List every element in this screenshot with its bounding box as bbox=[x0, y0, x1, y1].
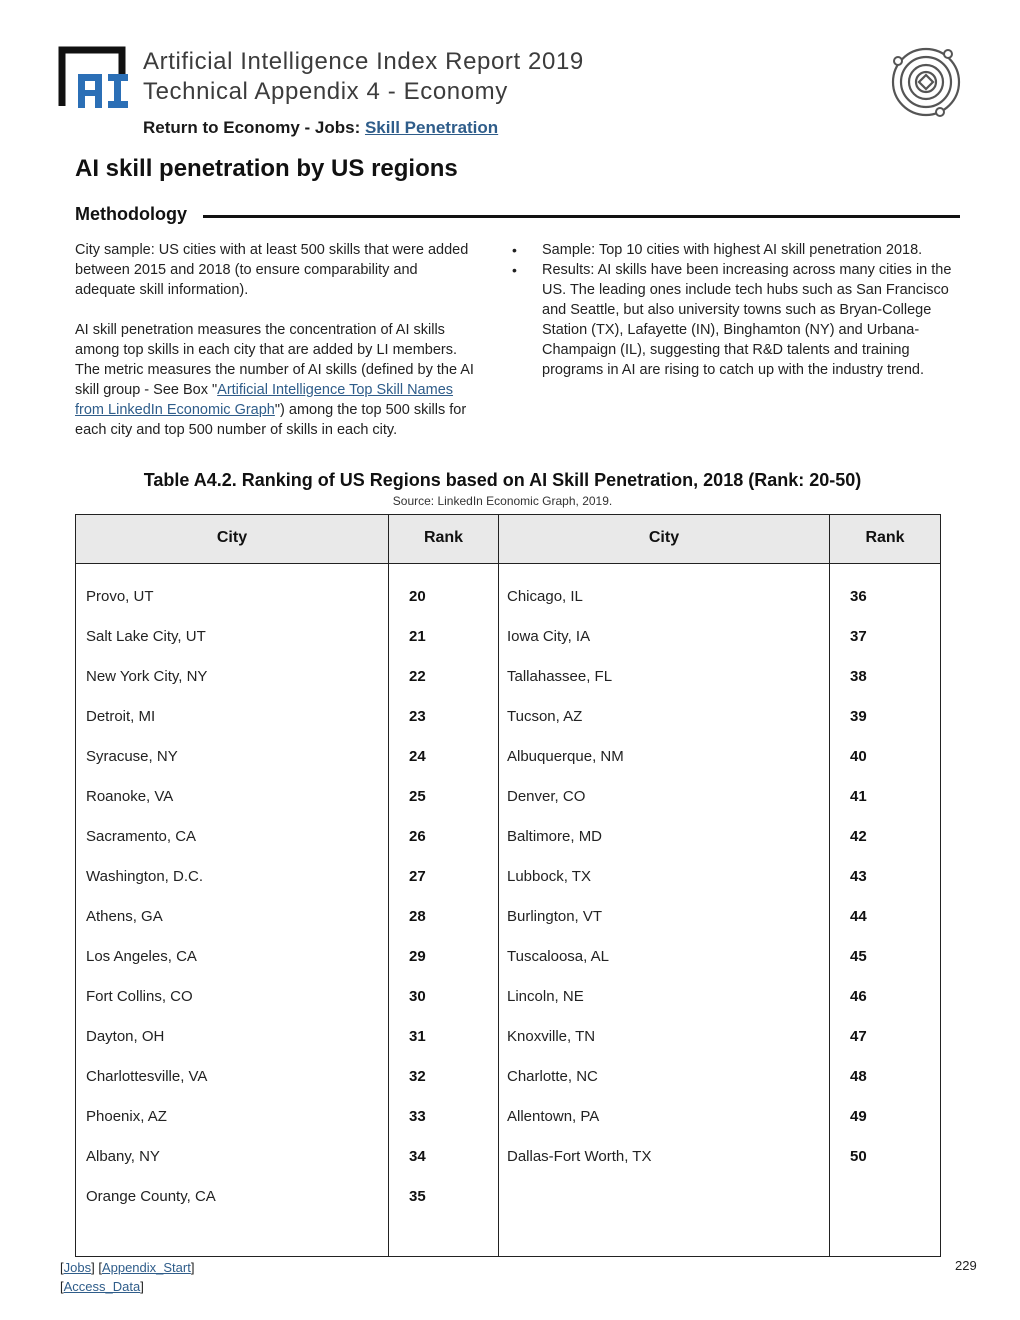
rank-cell: 25 bbox=[409, 788, 426, 805]
rank-cell: 37 bbox=[850, 628, 867, 645]
rank-cell: 36 bbox=[850, 588, 867, 605]
bullet-text: Results: AI skills have been increasing across many cities in the US. The leading ones include tech hubs such as San Francisco and Seattle, but also university towns such as Bryan-College Station (TX), Lafayette (IN), Binghamton (NY) and Urbana-Champaign (IL), suggesting that R&D talents and training programs in AI are rising to catch up with the industry trend. bbox=[542, 262, 952, 378]
definition-text: AI skill penetration measures the concentration of AI skills among top skills in each city that are added by LI members. The metric measures the number of AI skills (defined by the AI skill group - See Box " bbox=[75, 322, 474, 398]
city-cell: Denver, CO bbox=[507, 788, 586, 805]
rank-cell: 35 bbox=[409, 1188, 426, 1205]
skill-penetration-link[interactable]: Skill Penetration bbox=[364, 118, 499, 137]
rank-cell: 20 bbox=[409, 588, 426, 605]
rank-cell: 47 bbox=[850, 1028, 867, 1045]
column-divider bbox=[388, 515, 389, 1256]
methodology-divider bbox=[203, 215, 960, 218]
table-source: Source: LinkedIn Economic Graph, 2019. bbox=[392, 494, 613, 508]
city-cell: Fort Collins, CO bbox=[86, 988, 193, 1005]
city-cell: Phoenix, AZ bbox=[86, 1108, 167, 1125]
rank-cell: 24 bbox=[409, 748, 426, 765]
rank-cell: 32 bbox=[409, 1068, 426, 1085]
bullet-results bbox=[512, 260, 960, 380]
header-rank-right: Rank bbox=[865, 529, 905, 546]
city-cell: Orange County, CA bbox=[86, 1188, 216, 1205]
rank-cell: 44 bbox=[850, 908, 867, 925]
left-rank-column bbox=[409, 577, 426, 1217]
city-cell: Lubbock, TX bbox=[507, 868, 591, 885]
city-cell: Athens, GA bbox=[86, 908, 163, 925]
rank-cell: 50 bbox=[850, 1148, 867, 1165]
rank-cell: 26 bbox=[409, 828, 426, 845]
report-subtitle: Technical Appendix 4 - Economy bbox=[143, 78, 508, 105]
rank-cell: 46 bbox=[850, 988, 867, 1005]
header-city-left: City bbox=[216, 529, 248, 546]
methodology-heading: Methodology bbox=[75, 204, 187, 224]
left-city-column bbox=[86, 577, 216, 1217]
return-breadcrumb bbox=[143, 118, 498, 138]
rank-cell: 30 bbox=[409, 988, 426, 1005]
rank-cell: 42 bbox=[850, 828, 867, 845]
city-cell: Iowa City, IA bbox=[507, 628, 591, 645]
right-city-column bbox=[507, 577, 651, 1177]
city-cell: Tucson, AZ bbox=[507, 708, 583, 725]
rank-cell: 38 bbox=[850, 668, 867, 685]
bullet-dot-icon: • bbox=[512, 242, 517, 258]
jobs-link[interactable]: Jobs bbox=[63, 1260, 92, 1275]
city-cell: Tallahassee, FL bbox=[507, 668, 613, 685]
rank-cell: 31 bbox=[409, 1028, 426, 1045]
header-rank-left: Rank bbox=[423, 529, 464, 546]
rank-cell: 29 bbox=[409, 948, 426, 965]
methodology-bullets bbox=[512, 240, 960, 380]
city-cell: Allentown, PA bbox=[507, 1108, 600, 1125]
city-cell: Baltimore, MD bbox=[507, 828, 603, 845]
rank-cell: 23 bbox=[409, 708, 426, 725]
report-title: Artificial Intelligence Index Report 2019 bbox=[143, 48, 584, 75]
city-cell: Dayton, OH bbox=[86, 1028, 165, 1045]
right-rank-column bbox=[850, 577, 867, 1177]
ai-index-logo bbox=[58, 46, 130, 110]
city-cell: Albany, NY bbox=[86, 1148, 160, 1165]
city-cell: Detroit, MI bbox=[86, 708, 156, 725]
city-cell: Sacramento, CA bbox=[86, 828, 197, 845]
city-cell: Dallas-Fort Worth, TX bbox=[507, 1148, 652, 1165]
rank-cell: 28 bbox=[409, 908, 426, 925]
city-cell: Roanoke, VA bbox=[86, 788, 174, 805]
return-prefix: Return to Economy - Jobs: bbox=[143, 118, 365, 137]
rank-cell: 41 bbox=[850, 788, 867, 805]
page-number: 229 bbox=[955, 1258, 977, 1273]
rank-cell: 22 bbox=[409, 668, 426, 685]
city-cell: Chicago, IL bbox=[507, 588, 583, 605]
ranking-table bbox=[75, 514, 941, 1257]
rank-cell: 48 bbox=[850, 1068, 867, 1085]
access-data-link[interactable]: Access_Data bbox=[63, 1279, 141, 1294]
footer-nav: [Jobs] [Appendix_Start] [Access_Data] bbox=[60, 1260, 195, 1294]
rank-cell: 27 bbox=[409, 868, 426, 885]
rank-cell: 45 bbox=[850, 948, 867, 965]
table-caption: Table A4.2. Ranking of US Regions based on AI Skill Penetration, 2018 (Rank: 20-50) bbox=[143, 470, 862, 490]
city-cell: Provo, UT bbox=[86, 588, 154, 605]
city-cell: Salt Lake City, UT bbox=[86, 628, 206, 645]
rank-cell: 21 bbox=[409, 628, 426, 645]
city-cell: Burlington, VT bbox=[507, 908, 603, 925]
bullet-text: Sample: Top 10 cities with highest AI skill penetration 2018. bbox=[542, 242, 923, 258]
city-cell: Knoxville, TN bbox=[507, 1028, 596, 1045]
city-cell: New York City, NY bbox=[86, 668, 208, 685]
city-cell: Albuquerque, NM bbox=[507, 748, 624, 765]
bullet-dot-icon: • bbox=[512, 262, 517, 278]
definition-text-end: ") among the top 500 skills for each city and top 500 number of skills in each city. bbox=[75, 402, 467, 438]
rank-cell: 34 bbox=[409, 1148, 426, 1165]
header-city-right: City bbox=[648, 529, 680, 546]
rank-cell: 33 bbox=[409, 1108, 426, 1125]
city-cell: Charlottesville, VA bbox=[86, 1068, 208, 1085]
city-cell: Tuscaloosa, AL bbox=[507, 948, 610, 965]
column-divider bbox=[498, 515, 499, 1256]
city-cell: Charlotte, NC bbox=[507, 1068, 598, 1085]
rank-cell: 43 bbox=[850, 868, 867, 885]
city-cell: Syracuse, NY bbox=[86, 748, 178, 765]
rank-cell: 49 bbox=[850, 1108, 867, 1125]
appendix-start-link[interactable]: Appendix_Start bbox=[101, 1260, 191, 1275]
methodology-city-sample: City sample: US cities with at least 500 skills that were added between 2015 and 2018 (to ensure comparability and adequate skill information). bbox=[75, 242, 469, 298]
ai-skill-names-link[interactable]: Artificial Intelligence Top Skill Names from LinkedIn Economic Graph bbox=[75, 382, 454, 418]
orbit-emblem-icon bbox=[888, 44, 964, 120]
rank-cell: 39 bbox=[850, 708, 867, 725]
column-divider bbox=[829, 515, 830, 1256]
city-cell: Los Angeles, CA bbox=[86, 948, 197, 965]
page-title: AI skill penetration by US regions bbox=[75, 155, 458, 182]
city-cell: Washington, D.C. bbox=[86, 868, 203, 885]
bullet-sample bbox=[512, 240, 960, 260]
city-cell: Lincoln, NE bbox=[507, 988, 584, 1005]
methodology-definition bbox=[75, 320, 480, 440]
rank-cell: 40 bbox=[850, 748, 867, 765]
